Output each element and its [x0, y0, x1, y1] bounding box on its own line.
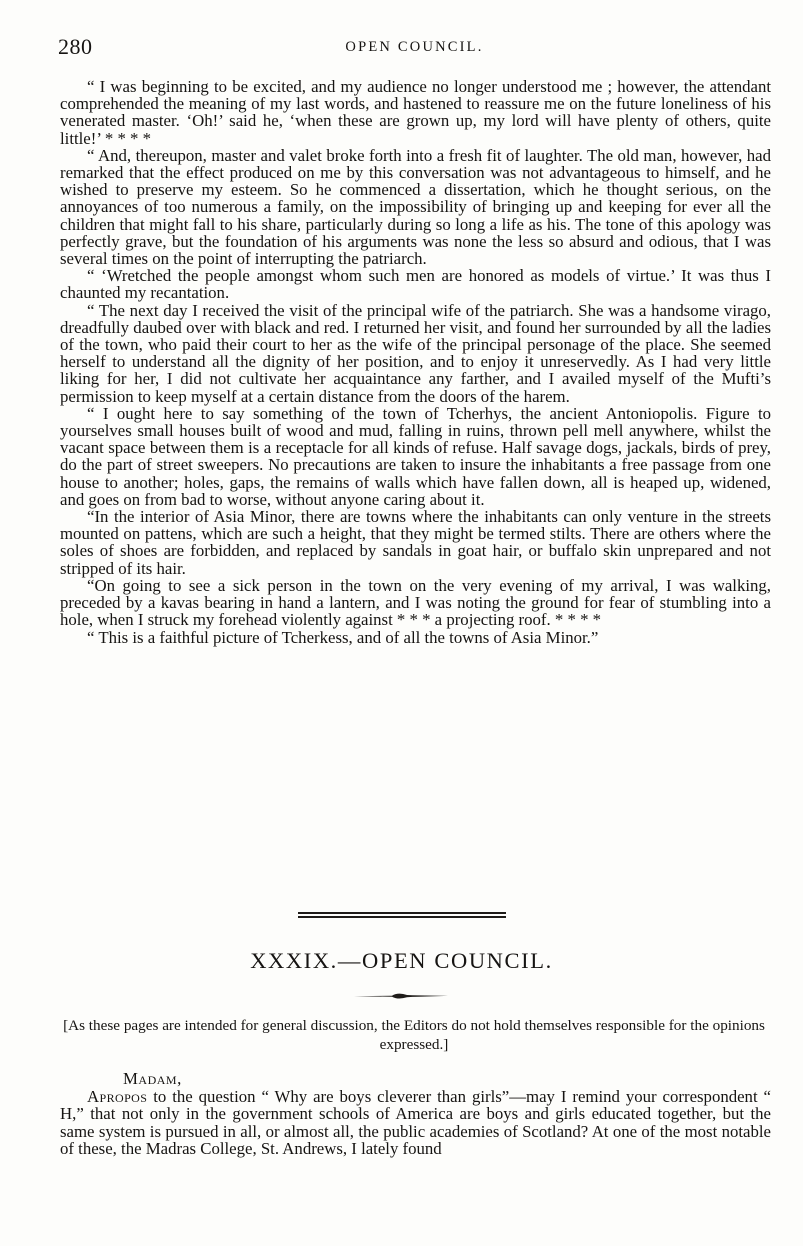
letter-text: to the question “ Why are boys cleverer than girls”—may I remind your correspondent “ H,” that not only in the government schools of America are boys and girls educated together, but the same system is pursued in all, or almost all, the public academies of Scotland? At one of the most notable of these, the Madras College, St. Andrews, I lately found	[60, 1087, 771, 1158]
divider-rule	[298, 916, 506, 918]
article-continuation	[60, 78, 771, 646]
paragraph: “In the interior of Asia Minor, there are towns where the inhabitants can only venture in the streets mounted on pattens, which are such a height, that they might be termed stilts. There are others where the soles of shoes are forbidden, and replaced by sandals in goat hair, or buffalo skin unprepared and not stripped of its hair.	[60, 507, 771, 578]
paragraph: “ The next day I received the visit of the principal wife of the patriarch. She was a handsome virago, dreadfully daubed over with black and red. I returned her visit, and found her surrounded by all the ladies of the town, who paid their court to her as the wife of the principal personage of the place. She seemed herself to understand all the dignity of her position, and to enjoy it unreservedly. As I had very little liking for her, I did not cultivate her acquaintance any farther, and I availed myself of the Mufti’s permission to keep myself at a certain distance from the doors of the harem.	[60, 300, 771, 406]
paragraph: “ ‘Wretched the people amongst whom such men are honored as models of virtue.’ It was thus I chaunted my recantation.	[60, 266, 771, 303]
page-header	[58, 34, 771, 60]
letter	[60, 1070, 771, 1157]
section-divider	[298, 912, 506, 920]
letter-body	[60, 1088, 771, 1157]
paragraph: “ I ought here to say something of the town of Tcherhys, the ancient Antoniopolis. Figure to yourselves small houses built of wood and mud, falling in ruins, thrown pell mell anywhere, whilst the vacant space between them is a receptacle for all kinds of refuse. Half savage dogs, jackals, birds of prey, do the part of street sweepers. No precautions are taken to insure the inhabitants a free passage from one house to another; holes, gaps, the remains of walls which have fallen down, all is heaped up, widened, and goes on from bad to worse, without anyone caring about it.	[60, 403, 771, 509]
paragraph: “ This is a faithful picture of Tcherkess, and of all the towns of Asia Minor.”	[87, 627, 599, 647]
ornament-flourish-icon	[352, 990, 450, 1002]
paragraph: “ And, thereupon, master and valet broke forth into a fresh fit of laughter. The old man, however, had remarked that the effect produced on me by this conversation was not advantageous to himself, and he wished to preserve my esteem. So he commenced a dissertation, which he thought serious, on the annoyances of too numerous a family, on the impossibility of bringing up and keeping for ever all the children that might fall to his share, particularly during so long a life as his. The tone of this apology was perfectly grave, but the foundation of his arguments was none the less so absurd and odious, that I was several times on the point of interrupting the patriarch.	[60, 145, 771, 269]
opening-word: Apropos	[87, 1087, 148, 1107]
page-number: 280	[58, 34, 93, 59]
section-heading: XXXIX.—OPEN COUNCIL.	[250, 948, 553, 973]
paragraph: “On going to see a sick person in the town on the very evening of my arrival, I was walking, preceded by a kavas bearing in hand a lantern, and I was noting the ground for fear of stumbling into a hole, when I struck my forehead violently against * * * a projecting roof. * * * *	[60, 575, 771, 630]
salutation: Madam,	[123, 1069, 182, 1088]
divider-rule	[298, 912, 506, 914]
running-title: OPEN COUNCIL.	[345, 39, 484, 55]
editorial-note: [As these pages are intended for general discussion, the Editors do not hold themselves responsible for the opinions expressed.]	[63, 1017, 765, 1053]
paragraph: “ I was beginning to be excited, and my audience no longer understood me ; however, the attendant comprehended the meaning of my last words, and hastened to reassure me on the future loneliness of his venerated master. ‘Oh!’ said he, ‘when these are grown up, my lord will have plenty of others, quite little!’ * * * *	[60, 77, 771, 148]
